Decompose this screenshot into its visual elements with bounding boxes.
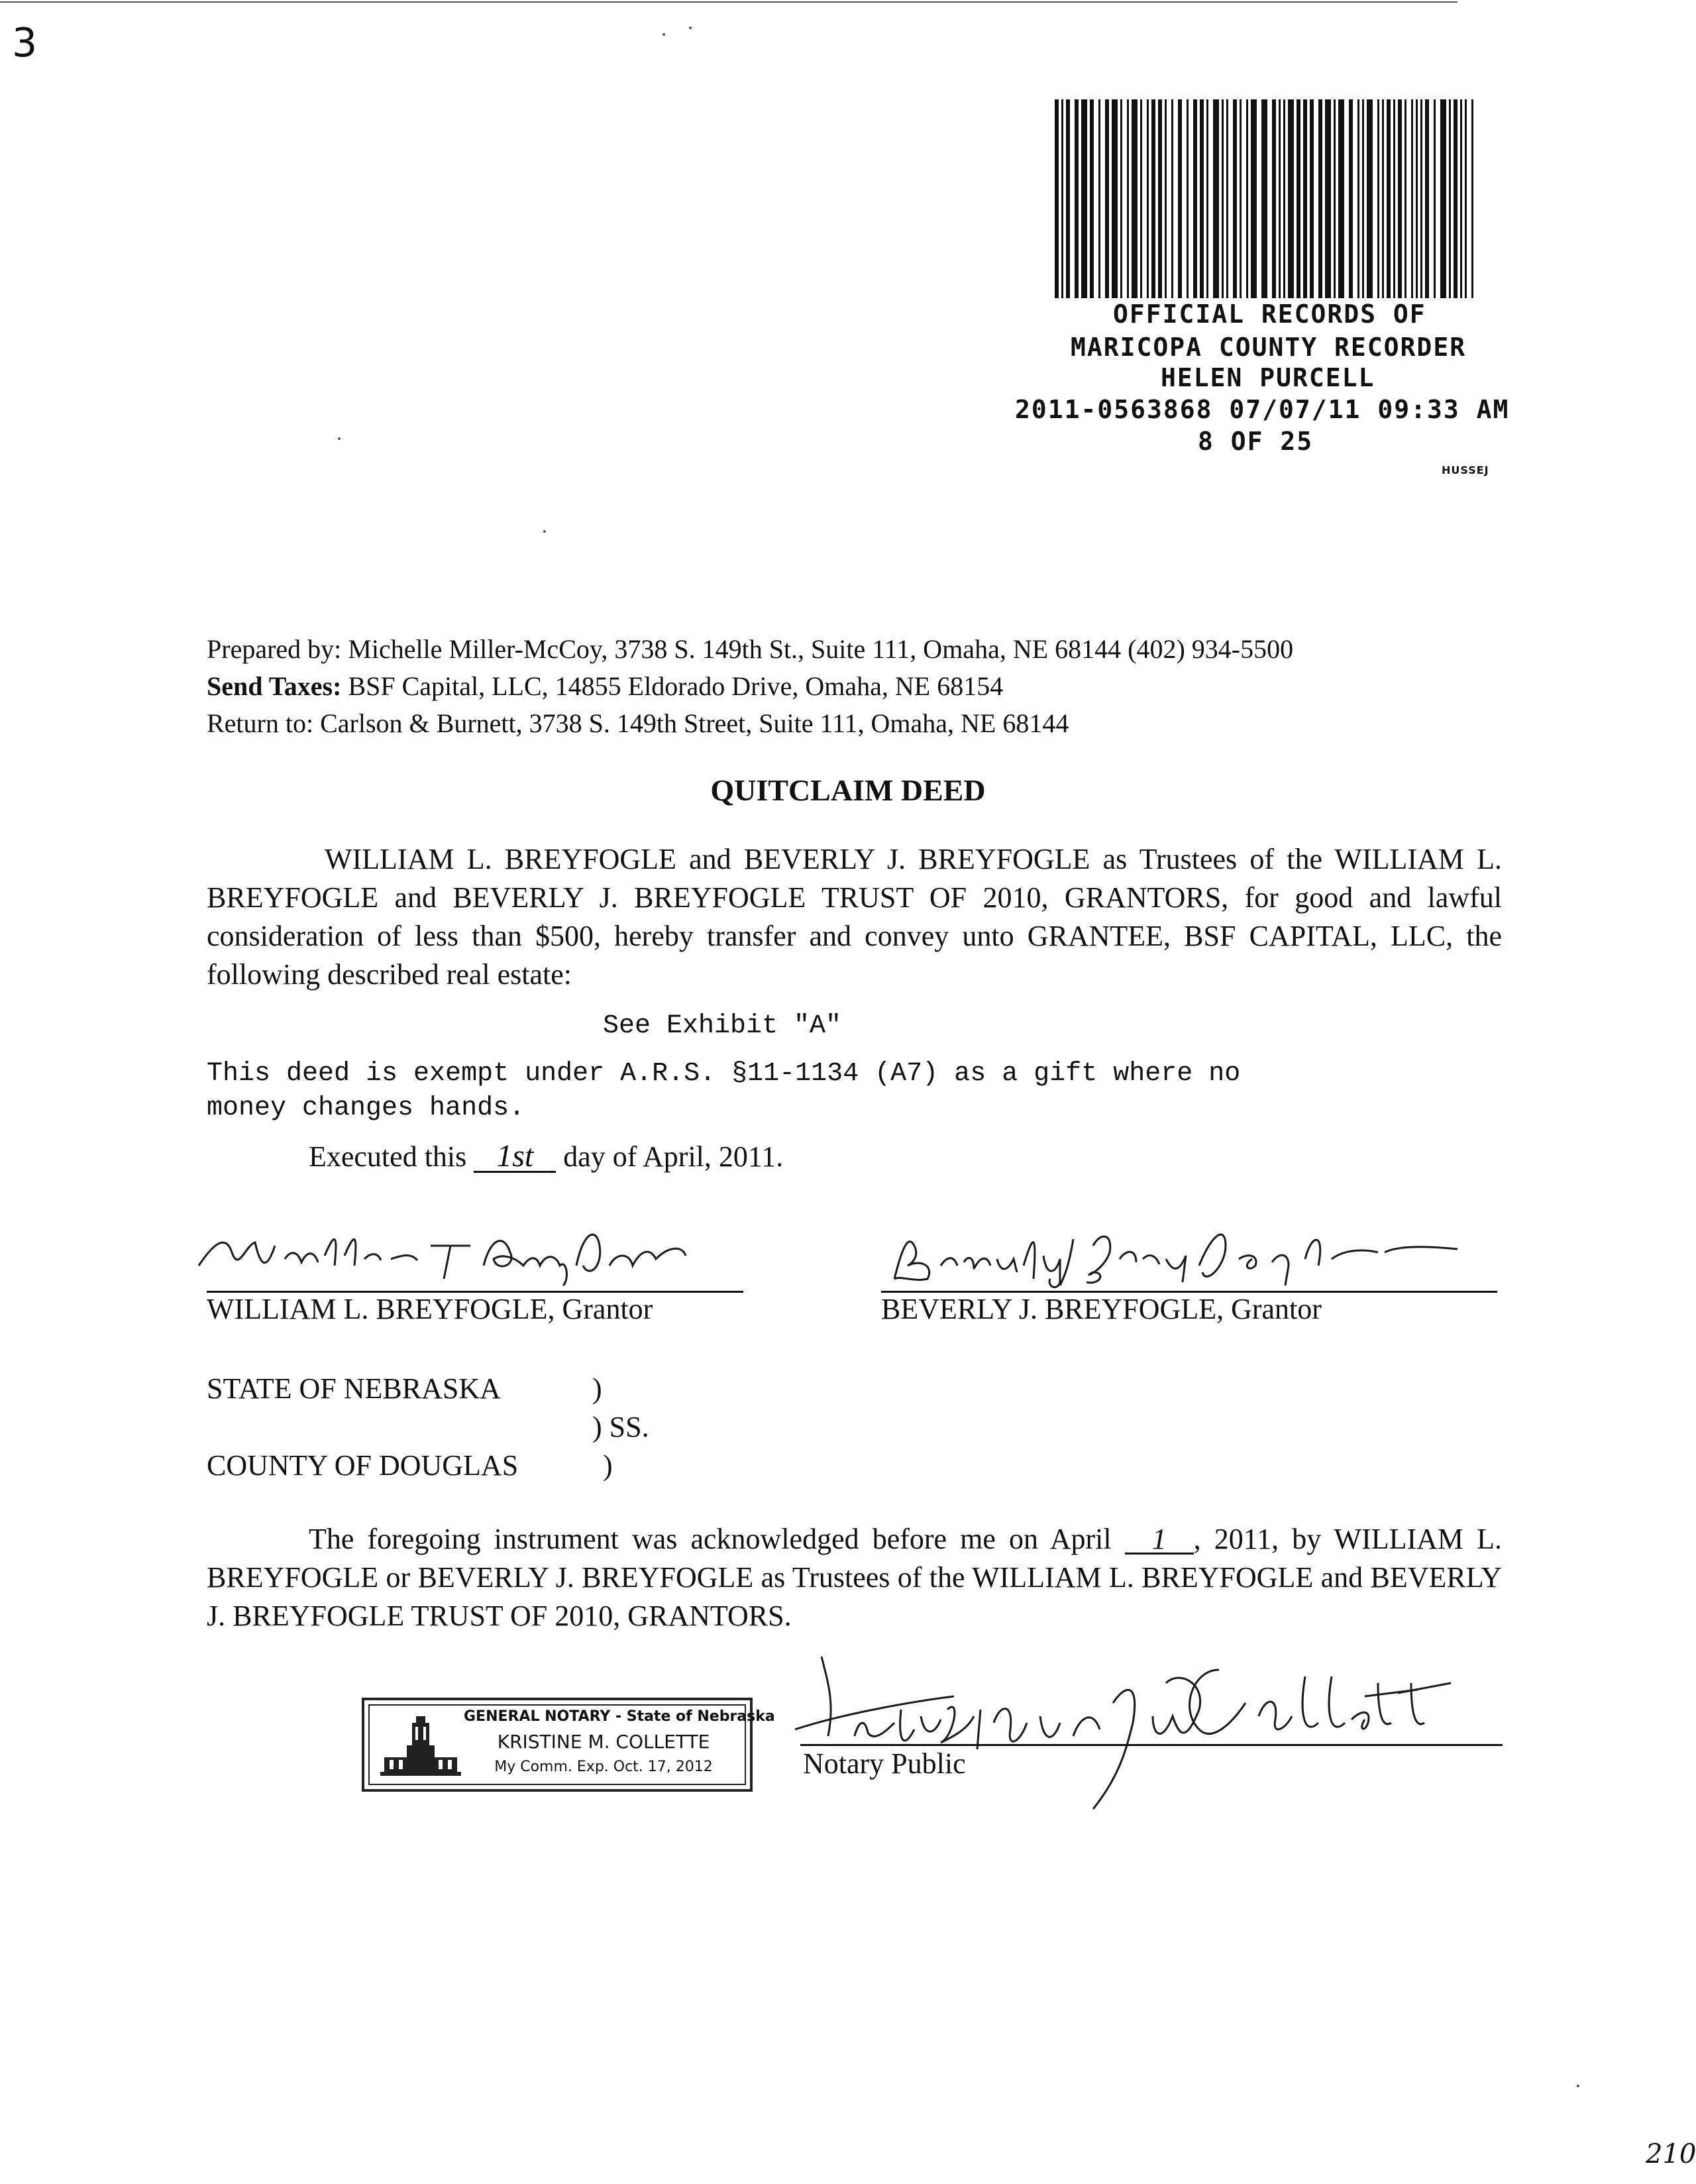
return-to-line: Return to: Carlson & Burnett, 3738 S. 149th Street, Suite 111, Omaha, NE 68144: [207, 708, 1069, 738]
notary-seal-line-1: GENERAL NOTARY - State of Nebraska: [464, 1708, 775, 1725]
recording-line-1: OFFICIAL RECORDS OF: [1113, 300, 1426, 329]
recording-fee-number: 2011-0563868 07/07/11 09:33 AM: [1015, 395, 1510, 424]
prepared-by-line: Prepared by: Michelle Miller-McCoy, 3738 S. 149th St., Suite 111, Omaha, NE 68144 (402) 934-5500: [207, 634, 1294, 664]
scan-speck: [1577, 2085, 1579, 2087]
recording-page-count: 8 OF 25: [1198, 427, 1314, 456]
grantor-2-signature: [881, 1219, 1477, 1292]
notary-seal-stamp: [362, 1698, 775, 1792]
acknowledgment-paragraph: [207, 1520, 1502, 1635]
grantor-2-label: BEVERLY J. BREYFOGLE, Grantor: [881, 1293, 1322, 1325]
scan-speck: [543, 530, 546, 533]
document-title: QUITCLAIM DEED: [710, 773, 986, 807]
execution-suffix: day of April, 2011.: [556, 1140, 784, 1173]
scan-speck: [338, 437, 341, 440]
scan-speck: [662, 33, 665, 36]
execution-day-fill: 1st: [474, 1142, 556, 1173]
execution-line: [309, 1140, 783, 1174]
venue-ss: ) SS.: [592, 1411, 649, 1443]
acknowledgment-day-fill: 1: [1125, 1526, 1194, 1555]
send-taxes-label: Send Taxes:: [207, 671, 342, 701]
venue-paren-bottom: ): [603, 1449, 613, 1482]
notary-seal-name: KRISTINE M. COLLETTE: [497, 1731, 710, 1753]
exemption-line-2: money changes hands.: [207, 1093, 525, 1123]
send-taxes-value: BSF Capital, LLC, 14855 Eldorado Drive, Omaha, NE 68154: [341, 671, 1004, 701]
top-edge-rule: [0, 1, 1458, 3]
capitol-building-icon: [378, 1712, 464, 1781]
venue-paren-top: ): [592, 1372, 602, 1405]
acknowledgment-suffix: , 2011, by WILLIAM L. BREYFOGLE or BEVERLY J. BREYFOGLE as Trustees of the WILLIAM L. BREYFOGLE and BEVERLY J. BREYFOGLE TRUST OF 2010, GRANTORS.: [207, 1523, 1503, 1632]
grantor-1-signature: [192, 1219, 722, 1292]
notary-seal-expiration: My Comm. Exp. Oct. 17, 2012: [494, 1759, 713, 1775]
notary-signature-line: [800, 1744, 1503, 1746]
exhibit-reference: See Exhibit "A": [603, 1011, 842, 1041]
notary-public-label: Notary Public: [803, 1747, 966, 1780]
recording-clerk-code: HUSSEJ: [1442, 464, 1489, 476]
execution-prefix: Executed this: [309, 1140, 474, 1173]
exemption-line-1: This deed is exempt under A.R.S. §11-1134 (A7) as a gift where no: [207, 1059, 1241, 1089]
venue-state: STATE OF NEBRASKA: [207, 1372, 501, 1405]
recording-line-3: HELEN PURCELL: [1161, 363, 1375, 392]
conveyance-paragraph: WILLIAM L. BREYFOGLE and BEVERLY J. BREYFOGLE as Trustees of the WILLIAM L. BREYFOGLE and BEVERLY J. BREYFOGLE TRUST OF 2010, GRANTORS, for good and lawful consideration of less than $500, hereby transfer and convey unto GRANTEE, BSF CAPITAL, LLC, the following described real estate:: [207, 843, 1502, 991]
venue-county: COUNTY OF DOUGLAS: [207, 1449, 519, 1482]
grantor-1-label: WILLIAM L. BREYFOGLE, Grantor: [207, 1293, 653, 1325]
corner-handwritten-mark: 3: [12, 20, 38, 66]
notary-signature: [782, 1643, 1524, 1842]
page-number-handwritten: 210: [1646, 2139, 1696, 2169]
acknowledgment-prefix: The foregoing instrument was acknowledged before me on April: [309, 1523, 1125, 1555]
scan-speck: [689, 27, 692, 29]
recording-barcode: [1055, 99, 1476, 298]
send-taxes-line: [207, 671, 1003, 702]
recording-line-2: MARICOPA COUNTY RECORDER: [1071, 333, 1467, 362]
